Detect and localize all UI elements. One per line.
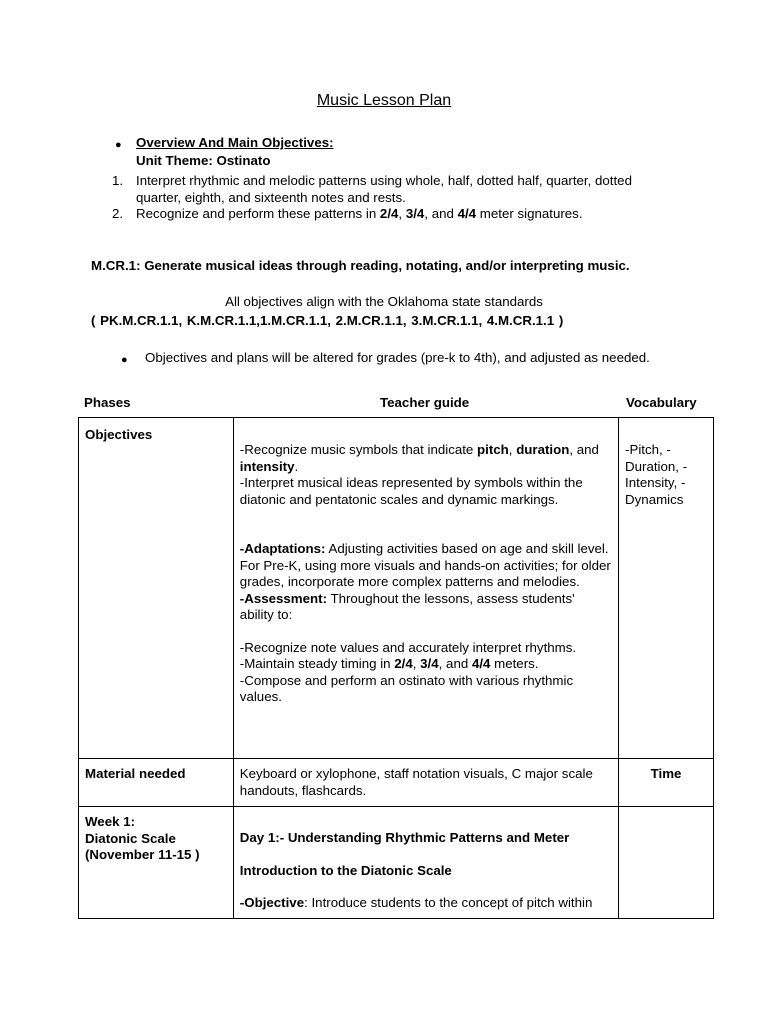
guide-symbols-end: . — [294, 458, 299, 474]
term-duration: duration — [516, 442, 570, 457]
objective-item-2-sep1: , — [398, 206, 406, 221]
meter-4-4: 4/4 — [457, 206, 477, 221]
adaptations-label: -Adaptations: — [239, 541, 326, 556]
cell-vocabulary-objectives — [619, 418, 714, 759]
header-teacher-guide: Teacher guide — [380, 395, 470, 410]
week-topic: Diatonic Scale — [85, 830, 176, 846]
alignment-line: All objectives align with the Oklahoma state standards — [225, 294, 543, 309]
day-1-objective-label: -Objective — [239, 895, 305, 910]
cell-time-header: Time — [619, 759, 714, 807]
assessment-meter-3-4: 3/4 — [420, 656, 439, 671]
objective-item-1 — [136, 173, 632, 206]
assessment-item-2-post: meters. — [490, 656, 539, 671]
assessment-item-2-sep1: , — [412, 656, 421, 671]
guide-symbols-sep2: , and — [569, 442, 599, 457]
cell-time-week-1 — [619, 807, 714, 919]
day-1-objective-text: : Introduce students to the concept of pitch within — [304, 895, 593, 910]
intro-diatonic-heading: Introduction to the Diatonic Scale — [239, 862, 452, 878]
objective-item-2 — [136, 206, 583, 223]
objective-item-1-line2: quarter, eighth, and sixteenth notes and rests. — [136, 189, 406, 205]
grades-note: Objectives and plans will be altered for grades (pre-k to 4th), and adjusted as needed. — [145, 350, 650, 365]
objective-item-2-sep2: , and — [424, 206, 458, 221]
objective-item-2-pre: Recognize and perform these patterns in — [136, 206, 380, 221]
day-1-heading: Day 1:- Understanding Rhythmic Patterns and Meter — [239, 830, 570, 845]
header-vocabulary: Vocabulary — [626, 395, 697, 410]
cell-phase-objectives: Objectives — [79, 418, 234, 759]
objective-item-2-post: meter signatures. — [476, 206, 583, 221]
guide-assessment — [240, 591, 612, 624]
assessment-item-2-sep2: , and — [438, 656, 472, 671]
guide-symbols-text: -Recognize music symbols that indicate — [239, 442, 478, 457]
page-title: Music Lesson Plan — [316, 92, 452, 109]
term-intensity: intensity — [239, 458, 295, 474]
assessment-item-3: -Compose and perform an ostinato with various rhythmic values. — [239, 672, 574, 704]
guide-symbols-sep1: , — [508, 442, 517, 457]
meter-2-4: 2/4 — [379, 206, 399, 221]
guide-interpret: -Interpret musical ideas represented by symbols within the diatonic and pentatonic scales and dynamic markings. — [239, 475, 583, 507]
week-dates: (November 11-15 ) — [85, 847, 200, 862]
assessment-text: Throughout the lessons, assess students' ability to: — [239, 590, 575, 622]
table-row-objectives — [79, 418, 714, 759]
vocab-dynamics: Dynamics — [625, 491, 684, 507]
assessment-item-2 — [240, 656, 612, 673]
objective-item-1-line1: Interpret rhythmic and melodic patterns using whole, half, dotted half, quarter, dotted — [136, 173, 632, 188]
assessment-item-1: -Recognize note values and accurately interpret rhythms. — [239, 639, 577, 655]
table-row-material — [79, 759, 714, 807]
term-pitch: pitch — [477, 442, 509, 457]
meter-3-4: 3/4 — [405, 206, 425, 221]
guide-adaptations — [240, 541, 612, 591]
bullet-icon: ● — [115, 139, 122, 151]
lesson-plan-table — [78, 417, 714, 919]
objective-number-1: 1. — [112, 173, 124, 188]
overview-heading: Overview And Main Objectives: — [136, 135, 334, 150]
guide-symbols — [240, 442, 612, 475]
table-row-week-1 — [79, 807, 714, 919]
header-phases: Phases — [84, 395, 131, 410]
cell-phase-week-1 — [79, 807, 234, 919]
standard-heading: M.CR.1: Generate musical ideas through reading, notating, and/or interpreting music. — [91, 258, 630, 273]
assessment-meter-2-4: 2/4 — [394, 656, 413, 671]
vocab-pitch: -Pitch, - — [625, 442, 671, 457]
week-label: Week 1: — [85, 814, 136, 829]
bullet-icon: ● — [121, 354, 128, 366]
assessment-item-2-pre: -Maintain steady timing in — [239, 656, 395, 671]
cell-guide-objectives — [233, 418, 618, 759]
objective-number-2: 2. — [112, 206, 124, 221]
vocab-intensity: Intensity, - — [625, 475, 686, 490]
cell-phase-material: Material needed — [79, 759, 234, 807]
assessment-meter-4-4: 4/4 — [471, 656, 491, 671]
day-1-objective — [240, 895, 612, 912]
adaptations-text: Adjusting activities based on age and skill level. For Pre-K, using more visuals and hands-on activities; for older grades, incorporate more complex patterns and melodies. — [239, 541, 611, 589]
standards-list: ( PK.M.CR.1.1, K.M.CR.1.1,1.M.CR.1.1, 2.M.CR.1.1, 3.M.CR.1.1, 4.M.CR.1.1 ) — [91, 313, 564, 328]
cell-guide-material: Keyboard or xylophone, staff notation visuals, C major scale handouts, flashcards. — [233, 759, 618, 807]
unit-theme: Unit Theme: Ostinato — [136, 153, 271, 168]
assessment-label: -Assessment: — [239, 590, 327, 606]
vocab-duration: Duration, - — [625, 458, 688, 474]
cell-guide-week-1 — [233, 807, 618, 919]
